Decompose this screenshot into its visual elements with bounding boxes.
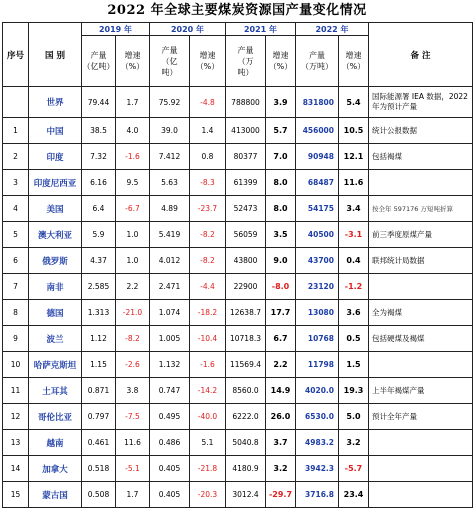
production-2020: 2.471 — [150, 274, 190, 300]
header-prod-2022: 产量 （万吨） — [296, 36, 339, 87]
growth-2022: 12.1 — [339, 144, 369, 170]
growth-2019: 1.7 — [116, 87, 150, 118]
production-2021: 12638.7 — [226, 300, 266, 326]
production-2022: 90948 — [296, 144, 339, 170]
production-2021: 6222.0 — [226, 404, 266, 430]
table-row — [3, 456, 473, 482]
row-index: 14 — [3, 456, 29, 482]
production-2020: 4.012 — [150, 248, 190, 274]
growth-2020: -14.2 — [190, 378, 226, 404]
growth-2022: 5.4 — [339, 87, 369, 118]
row-index: 9 — [3, 326, 29, 352]
row-index: 5 — [3, 222, 29, 248]
growth-2019: -2.6 — [116, 352, 150, 378]
growth-2020: 0.8 — [190, 144, 226, 170]
country-name: 世界 — [29, 87, 82, 118]
production-2019: 6.4 — [82, 196, 116, 222]
header-year-2022: 2022 年 — [296, 23, 369, 36]
header-growth-2020: 增速 （%） — [190, 36, 226, 87]
growth-2020: -8.2 — [190, 248, 226, 274]
growth-2021: 8.0 — [266, 196, 296, 222]
growth-2021: 8.0 — [266, 170, 296, 196]
growth-2019: -7.5 — [116, 404, 150, 430]
growth-2021: 3.2 — [266, 456, 296, 482]
growth-2020: -8.3 — [190, 170, 226, 196]
growth-2021: 7.0 — [266, 144, 296, 170]
growth-2021: 3.5 — [266, 222, 296, 248]
header-prod-2021: 产量 （万 吨） — [226, 36, 266, 87]
production-2022: 43700 — [296, 248, 339, 274]
note: 上半年褐煤产量 — [369, 378, 473, 404]
growth-2022: 3.2 — [339, 430, 369, 456]
country-name: 德国 — [29, 300, 82, 326]
growth-2021: -8.0 — [266, 274, 296, 300]
production-2022: 6530.0 — [296, 404, 339, 430]
growth-2019: -5.1 — [116, 456, 150, 482]
production-2020: 7.412 — [150, 144, 190, 170]
growth-2022: -1.2 — [339, 274, 369, 300]
growth-2021: 17.7 — [266, 300, 296, 326]
production-2019: 0.508 — [82, 482, 116, 508]
production-2021: 52473 — [226, 196, 266, 222]
note — [369, 352, 473, 378]
growth-2020: -23.7 — [190, 196, 226, 222]
country-name: 加拿大 — [29, 456, 82, 482]
country-name: 美国 — [29, 196, 82, 222]
growth-2020: -4.4 — [190, 274, 226, 300]
row-index: 10 — [3, 352, 29, 378]
country-name: 越南 — [29, 430, 82, 456]
production-2021: 61399 — [226, 170, 266, 196]
growth-2020: 5.1 — [190, 430, 226, 456]
production-2022: 4020.0 — [296, 378, 339, 404]
row-index: 6 — [3, 248, 29, 274]
production-2020: 1.132 — [150, 352, 190, 378]
production-2020: 39.0 — [150, 118, 190, 144]
growth-2022: 10.5 — [339, 118, 369, 144]
production-2022: 3942.3 — [296, 456, 339, 482]
production-2020: 1.074 — [150, 300, 190, 326]
production-2020: 0.747 — [150, 378, 190, 404]
production-2021: 8560.0 — [226, 378, 266, 404]
country-name: 哈萨克斯坦 — [29, 352, 82, 378]
production-2021: 4180.9 — [226, 456, 266, 482]
header-year-2020: 2020 年 — [150, 23, 226, 36]
growth-2021: 9.0 — [266, 248, 296, 274]
table-row — [3, 404, 473, 430]
row-index: 12 — [3, 404, 29, 430]
header-growth-2022: 增速 （%） — [339, 36, 369, 87]
row-index: 4 — [3, 196, 29, 222]
table-row — [3, 248, 473, 274]
production-2020: 4.89 — [150, 196, 190, 222]
country-name: 印度尼西亚 — [29, 170, 82, 196]
growth-2021: -29.7 — [266, 482, 296, 508]
country-name: 澳大利亚 — [29, 222, 82, 248]
production-2021: 10718.3 — [226, 326, 266, 352]
production-2020: 0.486 — [150, 430, 190, 456]
growth-2019: 3.8 — [116, 378, 150, 404]
country-name: 印度 — [29, 144, 82, 170]
production-2019: 5.9 — [82, 222, 116, 248]
growth-2019: 1.0 — [116, 248, 150, 274]
country-name: 哥伦比亚 — [29, 404, 82, 430]
growth-2022: 3.6 — [339, 300, 369, 326]
country-name: 蒙古国 — [29, 482, 82, 508]
growth-2019: 1.7 — [116, 482, 150, 508]
note: 统计公报数据 — [369, 118, 473, 144]
growth-2021: 14.9 — [266, 378, 296, 404]
growth-2022: 23.4 — [339, 482, 369, 508]
header-growth-2019: 增速 （%） — [116, 36, 150, 87]
coal-production-table — [2, 22, 473, 508]
growth-2021: 2.2 — [266, 352, 296, 378]
production-2021: 3012.4 — [226, 482, 266, 508]
header-country: 国 别 — [29, 23, 82, 87]
growth-2020: -18.2 — [190, 300, 226, 326]
production-2020: 0.405 — [150, 482, 190, 508]
production-2019: 79.44 — [82, 87, 116, 118]
country-name: 中国 — [29, 118, 82, 144]
production-2021: 22900 — [226, 274, 266, 300]
table-row — [3, 222, 473, 248]
growth-2019: -21.0 — [116, 300, 150, 326]
production-2022: 3716.8 — [296, 482, 339, 508]
production-2022: 13080 — [296, 300, 339, 326]
production-2020: 5.419 — [150, 222, 190, 248]
header-year-2019: 2019 年 — [82, 23, 150, 36]
table-row — [3, 274, 473, 300]
growth-2022: 0.4 — [339, 248, 369, 274]
production-2022: 456000 — [296, 118, 339, 144]
table-row — [3, 352, 473, 378]
production-2020: 1.005 — [150, 326, 190, 352]
note — [369, 430, 473, 456]
production-2019: 0.461 — [82, 430, 116, 456]
growth-2020: -20.3 — [190, 482, 226, 508]
header-index: 序号 — [3, 23, 29, 87]
row-index: 1 — [3, 118, 29, 144]
note: 按全年 597176 万短吨折算 — [369, 196, 473, 222]
table-body — [3, 87, 473, 508]
growth-2022: 3.4 — [339, 196, 369, 222]
table-row — [3, 196, 473, 222]
row-index: 3 — [3, 170, 29, 196]
growth-2019: -8.2 — [116, 326, 150, 352]
header-growth-2021: 增速 （%） — [266, 36, 296, 87]
production-2019: 38.5 — [82, 118, 116, 144]
production-2022: 68487 — [296, 170, 339, 196]
growth-2019: 2.2 — [116, 274, 150, 300]
production-2021: 788800 — [226, 87, 266, 118]
growth-2019: 9.5 — [116, 170, 150, 196]
production-2021: 43800 — [226, 248, 266, 274]
note — [369, 456, 473, 482]
row-index: 11 — [3, 378, 29, 404]
row-index: 15 — [3, 482, 29, 508]
production-2020: 5.63 — [150, 170, 190, 196]
table-row — [3, 144, 473, 170]
growth-2019: 1.0 — [116, 222, 150, 248]
growth-2022: 1.5 — [339, 352, 369, 378]
note: 联邦统计局数据 — [369, 248, 473, 274]
header-year-2021: 2021 年 — [226, 23, 296, 36]
note: 全为褐煤 — [369, 300, 473, 326]
production-2022: 10768 — [296, 326, 339, 352]
growth-2022: -5.7 — [339, 456, 369, 482]
production-2022: 4983.2 — [296, 430, 339, 456]
production-2019: 6.16 — [82, 170, 116, 196]
table-row — [3, 118, 473, 144]
growth-2021: 3.7 — [266, 430, 296, 456]
country-name: 波兰 — [29, 326, 82, 352]
growth-2020: -40.0 — [190, 404, 226, 430]
production-2020: 75.92 — [150, 87, 190, 118]
production-2020: 0.495 — [150, 404, 190, 430]
production-2021: 80377 — [226, 144, 266, 170]
table-row — [3, 87, 473, 118]
growth-2022: 5.0 — [339, 404, 369, 430]
growth-2022: -3.1 — [339, 222, 369, 248]
note: 前三季度原煤产量 — [369, 222, 473, 248]
note — [369, 274, 473, 300]
production-2021: 5040.8 — [226, 430, 266, 456]
production-2021: 413000 — [226, 118, 266, 144]
row-index — [3, 87, 29, 118]
production-2021: 11569.4 — [226, 352, 266, 378]
row-index: 8 — [3, 300, 29, 326]
production-2019: 1.12 — [82, 326, 116, 352]
note: 预计全年产量 — [369, 404, 473, 430]
production-2019: 0.797 — [82, 404, 116, 430]
production-2022: 54175 — [296, 196, 339, 222]
growth-2020: -4.8 — [190, 87, 226, 118]
note: 包括褐煤 — [369, 144, 473, 170]
country-name: 俄罗斯 — [29, 248, 82, 274]
production-2019: 0.518 — [82, 456, 116, 482]
growth-2020: -1.6 — [190, 352, 226, 378]
production-2022: 11798 — [296, 352, 339, 378]
row-index: 2 — [3, 144, 29, 170]
table-row — [3, 482, 473, 508]
growth-2022: 11.6 — [339, 170, 369, 196]
growth-2019: -1.6 — [116, 144, 150, 170]
table-row — [3, 326, 473, 352]
table-row — [3, 300, 473, 326]
growth-2021: 26.0 — [266, 404, 296, 430]
growth-2019: 11.6 — [116, 430, 150, 456]
growth-2020: -21.8 — [190, 456, 226, 482]
production-2022: 831800 — [296, 87, 339, 118]
growth-2021: 6.7 — [266, 326, 296, 352]
row-index: 13 — [3, 430, 29, 456]
production-2019: 1.15 — [82, 352, 116, 378]
note: 包括硬煤及褐煤 — [369, 326, 473, 352]
header-prod-2020: 产量 （亿 吨） — [150, 36, 190, 87]
header-note: 备 注 — [369, 23, 473, 87]
production-2022: 40500 — [296, 222, 339, 248]
note — [369, 482, 473, 508]
growth-2020: 1.4 — [190, 118, 226, 144]
production-2019: 7.32 — [82, 144, 116, 170]
table-row — [3, 378, 473, 404]
growth-2020: -8.2 — [190, 222, 226, 248]
production-2020: 0.405 — [150, 456, 190, 482]
production-2019: 0.871 — [82, 378, 116, 404]
row-index: 7 — [3, 274, 29, 300]
country-name: 土耳其 — [29, 378, 82, 404]
country-name: 南非 — [29, 274, 82, 300]
production-2019: 1.313 — [82, 300, 116, 326]
growth-2019: 4.0 — [116, 118, 150, 144]
production-2019: 4.37 — [82, 248, 116, 274]
page-title: 2022 年全球主要煤炭资源国产量变化情况 — [107, 3, 367, 18]
table-row — [3, 170, 473, 196]
growth-2021: 5.7 — [266, 118, 296, 144]
growth-2019: -6.7 — [116, 196, 150, 222]
growth-2021: 3.9 — [266, 87, 296, 118]
production-2019: 2.585 — [82, 274, 116, 300]
growth-2022: 19.3 — [339, 378, 369, 404]
note — [369, 170, 473, 196]
table-row — [3, 430, 473, 456]
growth-2020: -10.4 — [190, 326, 226, 352]
growth-2022: 0.5 — [339, 326, 369, 352]
header-prod-2019: 产量 （亿吨） — [82, 36, 116, 87]
note: 国际能源署 IEA 数据，2022 年为预计产量 — [369, 87, 473, 118]
production-2021: 56059 — [226, 222, 266, 248]
production-2022: 23120 — [296, 274, 339, 300]
